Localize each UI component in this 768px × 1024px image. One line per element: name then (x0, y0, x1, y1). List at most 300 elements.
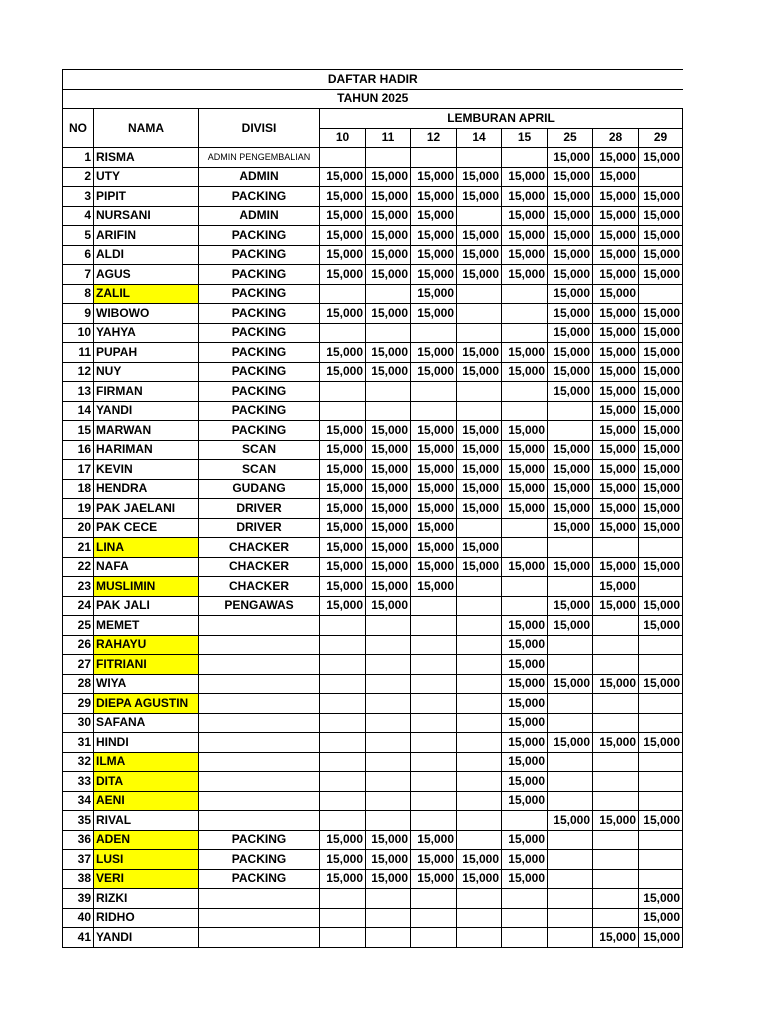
overtime-cell-day-10: 15,000 (320, 421, 366, 441)
employee-name: RIVAL (94, 811, 199, 831)
overtime-cell-day-28: 15,000 (593, 499, 639, 519)
row-number: 4 (63, 206, 94, 226)
overtime-cell-day-29: 15,000 (639, 206, 683, 226)
overtime-cell-day-10: 15,000 (320, 518, 366, 538)
employee-name: UTY (94, 167, 199, 187)
overtime-cell-day-15 (502, 382, 548, 402)
overtime-cell-day-29: 15,000 (639, 323, 683, 343)
row-number: 12 (63, 362, 94, 382)
employee-division (199, 772, 320, 792)
employee-division (199, 889, 320, 909)
overtime-cell-day-11: 15,000 (366, 265, 411, 285)
overtime-cell-day-14 (457, 518, 502, 538)
overtime-cell-day-25 (548, 791, 593, 811)
overtime-cell-day-28: 15,000 (593, 421, 639, 441)
overtime-cell-day-10 (320, 928, 366, 948)
overtime-cell-day-12 (411, 733, 457, 753)
overtime-cell-day-12: 15,000 (411, 206, 457, 226)
overtime-cell-day-14: 15,000 (457, 557, 502, 577)
overtime-cell-day-25 (548, 538, 593, 558)
overtime-cell-day-29: 15,000 (639, 401, 683, 421)
row-number: 23 (63, 577, 94, 597)
overtime-cell-day-11 (366, 772, 411, 792)
employee-division: CHACKER (199, 577, 320, 597)
employee-name: HENDRA (94, 479, 199, 499)
overtime-cell-day-25 (548, 772, 593, 792)
table-row (63, 655, 683, 675)
overtime-cell-day-28: 15,000 (593, 284, 639, 304)
employee-name: MUSLIMIN (94, 577, 199, 597)
overtime-cell-day-25: 15,000 (548, 811, 593, 831)
overtime-cell-day-28: 15,000 (593, 674, 639, 694)
table-row (63, 928, 683, 948)
overtime-cell-day-25: 15,000 (548, 206, 593, 226)
header-no: NO (63, 109, 94, 148)
table-row (63, 304, 683, 324)
overtime-cell-day-29: 15,000 (639, 440, 683, 460)
overtime-cell-day-14 (457, 772, 502, 792)
overtime-cell-day-28 (593, 694, 639, 714)
overtime-cell-day-15 (502, 811, 548, 831)
employee-division: PACKING (199, 245, 320, 265)
overtime-cell-day-15: 15,000 (502, 616, 548, 636)
table-row (63, 616, 683, 636)
row-number: 32 (63, 752, 94, 772)
overtime-cell-day-11 (366, 791, 411, 811)
overtime-cell-day-12: 15,000 (411, 850, 457, 870)
employee-name: ALDI (94, 245, 199, 265)
row-number: 25 (63, 616, 94, 636)
table-row (63, 733, 683, 753)
table-row (63, 167, 683, 187)
overtime-cell-day-10: 15,000 (320, 499, 366, 519)
overtime-cell-day-10 (320, 889, 366, 909)
overtime-cell-day-14 (457, 889, 502, 909)
overtime-cell-day-28: 15,000 (593, 148, 639, 168)
row-number: 27 (63, 655, 94, 675)
overtime-cell-day-10: 15,000 (320, 167, 366, 187)
table-row (63, 772, 683, 792)
overtime-cell-day-28: 15,000 (593, 245, 639, 265)
overtime-cell-day-11 (366, 382, 411, 402)
overtime-cell-day-14: 15,000 (457, 167, 502, 187)
overtime-cell-day-12: 15,000 (411, 187, 457, 207)
overtime-cell-day-25: 15,000 (548, 479, 593, 499)
employee-name: SAFANA (94, 713, 199, 733)
overtime-cell-day-15: 15,000 (502, 772, 548, 792)
overtime-cell-day-28: 15,000 (593, 382, 639, 402)
overtime-cell-day-12 (411, 401, 457, 421)
overtime-cell-day-29 (639, 635, 683, 655)
row-number: 16 (63, 440, 94, 460)
overtime-cell-day-11: 15,000 (366, 362, 411, 382)
table-row (63, 538, 683, 558)
overtime-cell-day-15: 15,000 (502, 850, 548, 870)
overtime-cell-day-10: 15,000 (320, 460, 366, 480)
overtime-cell-day-28: 15,000 (593, 304, 639, 324)
overtime-cell-day-29: 15,000 (639, 557, 683, 577)
overtime-cell-day-28 (593, 908, 639, 928)
employee-division: ADMIN (199, 206, 320, 226)
overtime-cell-day-15 (502, 323, 548, 343)
overtime-cell-day-14 (457, 928, 502, 948)
overtime-cell-day-10: 15,000 (320, 362, 366, 382)
overtime-cell-day-10: 15,000 (320, 557, 366, 577)
overtime-cell-day-11: 15,000 (366, 499, 411, 519)
employee-division: CHACKER (199, 538, 320, 558)
overtime-cell-day-25: 15,000 (548, 674, 593, 694)
overtime-cell-day-11: 15,000 (366, 538, 411, 558)
overtime-cell-day-11 (366, 616, 411, 636)
overtime-cell-day-15 (502, 538, 548, 558)
overtime-cell-day-10: 15,000 (320, 245, 366, 265)
overtime-cell-day-25 (548, 752, 593, 772)
overtime-cell-day-14: 15,000 (457, 245, 502, 265)
overtime-cell-day-15: 15,000 (502, 362, 548, 382)
table-row (63, 557, 683, 577)
header-day-28: 28 (593, 128, 639, 148)
overtime-cell-day-14 (457, 655, 502, 675)
overtime-cell-day-11: 15,000 (366, 596, 411, 616)
overtime-cell-day-11 (366, 674, 411, 694)
overtime-cell-day-28: 15,000 (593, 265, 639, 285)
table-row (63, 713, 683, 733)
employee-division (199, 908, 320, 928)
employee-division: PACKING (199, 226, 320, 246)
overtime-cell-day-11: 15,000 (366, 850, 411, 870)
overtime-cell-day-12: 15,000 (411, 538, 457, 558)
overtime-cell-day-29: 15,000 (639, 460, 683, 480)
sheet-title: DAFTAR HADIR (63, 70, 683, 90)
overtime-cell-day-15 (502, 928, 548, 948)
row-number: 39 (63, 889, 94, 909)
overtime-cell-day-11 (366, 323, 411, 343)
employee-division: PACKING (199, 265, 320, 285)
overtime-cell-day-25: 15,000 (548, 440, 593, 460)
row-number: 18 (63, 479, 94, 499)
employee-name: PAK JALI (94, 596, 199, 616)
overtime-cell-day-10 (320, 616, 366, 636)
overtime-cell-day-10: 15,000 (320, 577, 366, 597)
overtime-cell-day-11 (366, 889, 411, 909)
table-row (63, 343, 683, 363)
table-row (63, 889, 683, 909)
overtime-cell-day-14: 15,000 (457, 343, 502, 363)
row-number: 17 (63, 460, 94, 480)
overtime-cell-day-28: 15,000 (593, 460, 639, 480)
overtime-cell-day-14 (457, 635, 502, 655)
overtime-cell-day-15 (502, 889, 548, 909)
employee-name: WIYA (94, 674, 199, 694)
row-number: 19 (63, 499, 94, 519)
overtime-cell-day-12 (411, 752, 457, 772)
row-number: 9 (63, 304, 94, 324)
employee-name: ARIFIN (94, 226, 199, 246)
table-row (63, 284, 683, 304)
overtime-cell-day-12: 15,000 (411, 284, 457, 304)
overtime-cell-day-12: 15,000 (411, 362, 457, 382)
employee-name: PUPAH (94, 343, 199, 363)
overtime-cell-day-11: 15,000 (366, 167, 411, 187)
overtime-cell-day-14 (457, 694, 502, 714)
row-number: 3 (63, 187, 94, 207)
employee-division (199, 928, 320, 948)
overtime-cell-day-14 (457, 752, 502, 772)
header-division: DIVISI (199, 109, 320, 148)
employee-name: VERI (94, 869, 199, 889)
overtime-cell-day-10: 15,000 (320, 226, 366, 246)
overtime-cell-day-12 (411, 655, 457, 675)
overtime-cell-day-29 (639, 694, 683, 714)
employee-name: FIRMAN (94, 382, 199, 402)
employee-division: SCAN (199, 440, 320, 460)
overtime-cell-day-28 (593, 713, 639, 733)
employee-name: NUY (94, 362, 199, 382)
overtime-cell-day-28: 15,000 (593, 518, 639, 538)
overtime-cell-day-11: 15,000 (366, 557, 411, 577)
overtime-cell-day-28: 15,000 (593, 323, 639, 343)
overtime-cell-day-12: 15,000 (411, 440, 457, 460)
overtime-cell-day-11: 15,000 (366, 343, 411, 363)
row-number: 6 (63, 245, 94, 265)
overtime-cell-day-12 (411, 323, 457, 343)
row-number: 7 (63, 265, 94, 285)
overtime-cell-day-12 (411, 148, 457, 168)
employee-name: RAHAYU (94, 635, 199, 655)
employee-division (199, 733, 320, 753)
overtime-cell-day-29: 15,000 (639, 674, 683, 694)
overtime-cell-day-15: 15,000 (502, 557, 548, 577)
overtime-cell-day-25 (548, 869, 593, 889)
row-number: 35 (63, 811, 94, 831)
sheet-year: TAHUN 2025 (63, 89, 683, 109)
overtime-cell-day-12 (411, 674, 457, 694)
overtime-cell-day-25: 15,000 (548, 460, 593, 480)
overtime-cell-day-29: 15,000 (639, 382, 683, 402)
overtime-cell-day-25: 15,000 (548, 323, 593, 343)
overtime-cell-day-28 (593, 869, 639, 889)
overtime-cell-day-11: 15,000 (366, 421, 411, 441)
overtime-cell-day-14: 15,000 (457, 187, 502, 207)
overtime-cell-day-10 (320, 284, 366, 304)
overtime-cell-day-28: 15,000 (593, 479, 639, 499)
overtime-cell-day-25: 15,000 (548, 499, 593, 519)
employee-division: PACKING (199, 187, 320, 207)
overtime-cell-day-11 (366, 811, 411, 831)
employee-division (199, 616, 320, 636)
overtime-cell-day-15: 15,000 (502, 167, 548, 187)
overtime-cell-day-28: 15,000 (593, 167, 639, 187)
overtime-cell-day-10: 15,000 (320, 830, 366, 850)
overtime-cell-day-10 (320, 323, 366, 343)
overtime-cell-day-25 (548, 850, 593, 870)
employee-division: DRIVER (199, 499, 320, 519)
overtime-cell-day-28: 15,000 (593, 226, 639, 246)
employee-name: DITA (94, 772, 199, 792)
overtime-cell-day-14: 15,000 (457, 421, 502, 441)
overtime-cell-day-14 (457, 284, 502, 304)
employee-division: CHACKER (199, 557, 320, 577)
overtime-cell-day-28: 15,000 (593, 343, 639, 363)
overtime-cell-day-29: 15,000 (639, 596, 683, 616)
overtime-cell-day-10: 15,000 (320, 538, 366, 558)
overtime-cell-day-15: 15,000 (502, 791, 548, 811)
overtime-cell-day-15: 15,000 (502, 694, 548, 714)
employee-name: RIDHO (94, 908, 199, 928)
header-day-25: 25 (548, 128, 593, 148)
overtime-cell-day-11: 15,000 (366, 577, 411, 597)
overtime-cell-day-28 (593, 752, 639, 772)
row-number: 41 (63, 928, 94, 948)
overtime-cell-day-15 (502, 304, 548, 324)
overtime-cell-day-15: 15,000 (502, 655, 548, 675)
employee-division: PACKING (199, 323, 320, 343)
overtime-cell-day-15 (502, 401, 548, 421)
overtime-cell-day-14 (457, 616, 502, 636)
table-row (63, 752, 683, 772)
overtime-cell-day-28: 15,000 (593, 187, 639, 207)
overtime-cell-day-29: 15,000 (639, 265, 683, 285)
overtime-cell-day-10 (320, 772, 366, 792)
employee-name: FITRIANI (94, 655, 199, 675)
overtime-cell-day-28 (593, 538, 639, 558)
employee-name: KEVIN (94, 460, 199, 480)
overtime-cell-day-12: 15,000 (411, 518, 457, 538)
row-number: 20 (63, 518, 94, 538)
table-row (63, 440, 683, 460)
overtime-cell-day-28: 15,000 (593, 362, 639, 382)
overtime-cell-day-25 (548, 889, 593, 909)
employee-division: ADMIN (199, 167, 320, 187)
employee-division (199, 635, 320, 655)
overtime-cell-day-10 (320, 694, 366, 714)
row-number: 22 (63, 557, 94, 577)
overtime-cell-day-14 (457, 791, 502, 811)
employee-name: LINA (94, 538, 199, 558)
overtime-cell-day-10: 15,000 (320, 869, 366, 889)
employee-name: HINDI (94, 733, 199, 753)
header-row-1 (63, 109, 683, 129)
table-row (63, 791, 683, 811)
overtime-cell-day-14 (457, 401, 502, 421)
row-number: 31 (63, 733, 94, 753)
employee-division: PACKING (199, 343, 320, 363)
overtime-cell-day-15: 15,000 (502, 752, 548, 772)
employee-division: DRIVER (199, 518, 320, 538)
overtime-cell-day-12 (411, 772, 457, 792)
overtime-cell-day-11 (366, 928, 411, 948)
row-number: 14 (63, 401, 94, 421)
overtime-cell-day-28 (593, 830, 639, 850)
table-row (63, 323, 683, 343)
overtime-cell-day-10 (320, 635, 366, 655)
overtime-cell-day-11 (366, 401, 411, 421)
overtime-cell-day-28: 15,000 (593, 577, 639, 597)
overtime-cell-day-11 (366, 752, 411, 772)
overtime-cell-day-10: 15,000 (320, 850, 366, 870)
overtime-cell-day-25: 15,000 (548, 265, 593, 285)
overtime-cell-day-12: 15,000 (411, 265, 457, 285)
overtime-cell-day-12 (411, 928, 457, 948)
overtime-cell-day-25 (548, 908, 593, 928)
overtime-cell-day-15 (502, 908, 548, 928)
overtime-cell-day-12 (411, 791, 457, 811)
overtime-cell-day-12: 15,000 (411, 167, 457, 187)
overtime-cell-day-14 (457, 323, 502, 343)
overtime-cell-day-14: 15,000 (457, 362, 502, 382)
overtime-cell-day-25 (548, 577, 593, 597)
overtime-cell-day-10: 15,000 (320, 479, 366, 499)
overtime-cell-day-11: 15,000 (366, 187, 411, 207)
overtime-cell-day-10 (320, 382, 366, 402)
overtime-cell-day-10 (320, 752, 366, 772)
table-row (63, 869, 683, 889)
employee-division: PACKING (199, 850, 320, 870)
overtime-cell-day-15: 15,000 (502, 343, 548, 363)
overtime-cell-day-29 (639, 538, 683, 558)
overtime-cell-day-25 (548, 401, 593, 421)
employee-division: PACKING (199, 382, 320, 402)
overtime-cell-day-12: 15,000 (411, 499, 457, 519)
employee-name: NAFA (94, 557, 199, 577)
row-number: 15 (63, 421, 94, 441)
overtime-cell-day-29 (639, 791, 683, 811)
overtime-cell-day-14: 15,000 (457, 538, 502, 558)
overtime-cell-day-15: 15,000 (502, 460, 548, 480)
overtime-cell-day-11 (366, 713, 411, 733)
row-number: 36 (63, 830, 94, 850)
overtime-cell-day-12: 15,000 (411, 226, 457, 246)
row-number: 24 (63, 596, 94, 616)
overtime-cell-day-14 (457, 304, 502, 324)
overtime-cell-day-28 (593, 889, 639, 909)
overtime-cell-day-29 (639, 713, 683, 733)
overtime-cell-day-25: 15,000 (548, 284, 593, 304)
overtime-cell-day-14: 15,000 (457, 460, 502, 480)
overtime-cell-day-15 (502, 284, 548, 304)
header-day-10: 10 (320, 128, 366, 148)
row-number: 1 (63, 148, 94, 168)
overtime-cell-day-29 (639, 655, 683, 675)
table-row (63, 421, 683, 441)
overtime-cell-day-15 (502, 148, 548, 168)
attendance-table (62, 69, 683, 948)
overtime-cell-day-25 (548, 713, 593, 733)
overtime-cell-day-11 (366, 655, 411, 675)
overtime-cell-day-14 (457, 811, 502, 831)
row-number: 11 (63, 343, 94, 363)
overtime-cell-day-25 (548, 421, 593, 441)
employee-name: ILMA (94, 752, 199, 772)
overtime-cell-day-25: 15,000 (548, 596, 593, 616)
employee-division (199, 713, 320, 733)
overtime-cell-day-11: 15,000 (366, 245, 411, 265)
overtime-cell-day-12 (411, 908, 457, 928)
overtime-cell-day-14: 15,000 (457, 869, 502, 889)
overtime-cell-day-14: 15,000 (457, 499, 502, 519)
overtime-cell-day-29: 15,000 (639, 304, 683, 324)
overtime-cell-day-12: 15,000 (411, 304, 457, 324)
overtime-cell-day-28 (593, 616, 639, 636)
overtime-cell-day-14: 15,000 (457, 265, 502, 285)
overtime-cell-day-25: 15,000 (548, 557, 593, 577)
overtime-cell-day-29: 15,000 (639, 479, 683, 499)
table-row (63, 811, 683, 831)
employee-name: ADEN (94, 830, 199, 850)
table-row (63, 499, 683, 519)
overtime-cell-day-11: 15,000 (366, 304, 411, 324)
overtime-cell-day-14: 15,000 (457, 479, 502, 499)
